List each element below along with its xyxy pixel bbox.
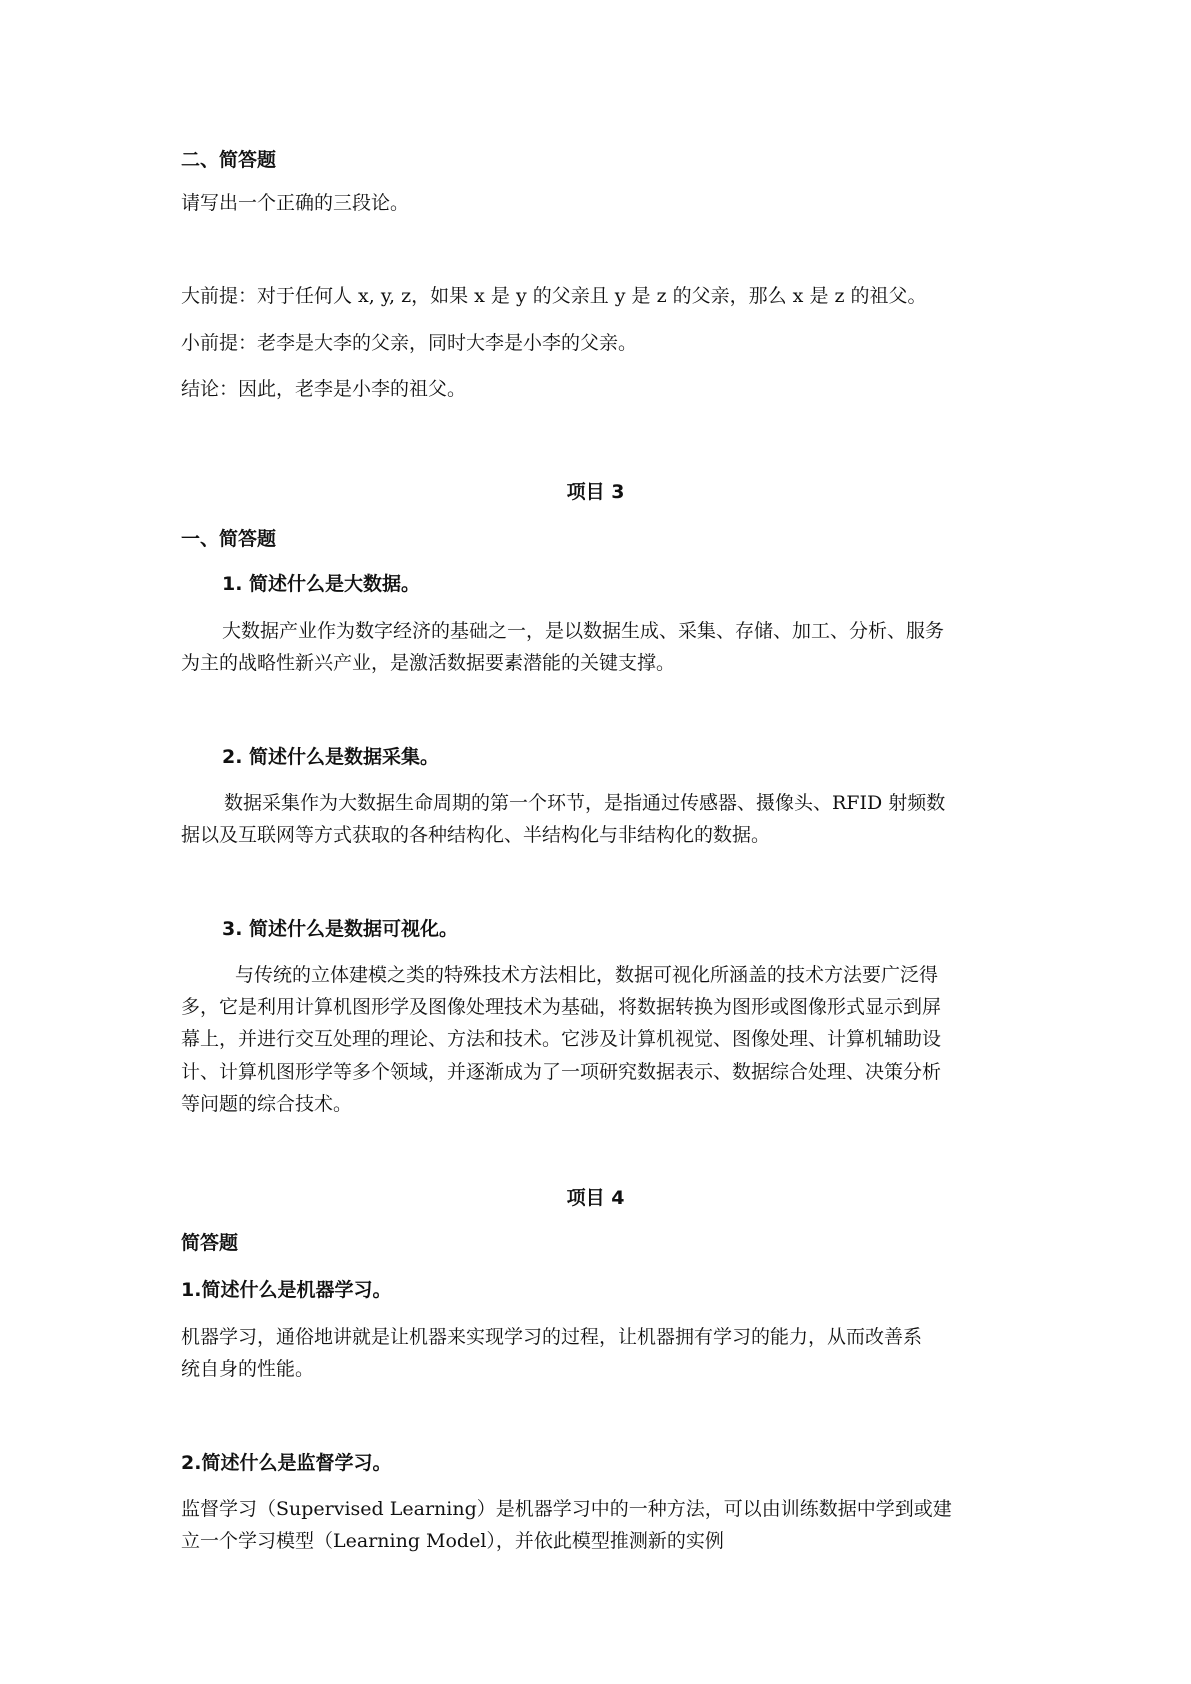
- project3-section-heading: 一、简答题: [181, 528, 277, 550]
- project4-title: 项目 4: [566, 1187, 625, 1209]
- p4-q2-line-1: 监督学习（Supervised Learning）是机器学习中的一种方法，可以由训练数据中学到或建: [181, 1498, 952, 1520]
- p3-q1-line-1: 大数据产业作为数字经济的基础之一，是以数据生成、采集、存储、加工、分析、服务: [222, 620, 945, 642]
- p3-q2-title: 2. 简述什么是数据采集。: [222, 746, 440, 768]
- p3-q1-line-2: 为主的战略性新兴产业，是激活数据要素潜能的关键支撑。: [181, 652, 676, 674]
- conclusion: 结论：因此，老李是小李的祖父。: [181, 378, 467, 400]
- p3-q1-title: 1. 简述什么是大数据。: [222, 573, 421, 595]
- project3-title: 项目 3: [566, 481, 625, 503]
- p3-q2-line-2: 据以及互联网等方式获取的各种结构化、半结构化与非结构化的数据。: [181, 824, 771, 846]
- p4-q2-title: 2.简述什么是监督学习。: [181, 1452, 392, 1474]
- p3-q3-line-4: 计、计算机图形学等多个领域，并逐渐成为了一项研究数据表示、数据综合处理、决策分析: [181, 1061, 942, 1083]
- p4-q1-line-1: 机器学习，通俗地讲就是让机器来实现学习的过程，让机器拥有学习的能力，从而改善系: [181, 1326, 923, 1348]
- p3-q3-line-1: 与传统的立体建模之类的特殊技术方法相比，数据可视化所涵盖的技术方法要广泛得: [235, 964, 939, 986]
- p3-q3-line-3: 幕上，并进行交互处理的理论、方法和技术。它涉及计算机视觉、图像处理、计算机辅助设: [181, 1028, 942, 1050]
- p4-q1-line-2: 统自身的性能。: [181, 1358, 315, 1380]
- major-premise: 大前提：对于任何人 x, y, z，如果 x 是 y 的父亲且 y 是 z 的父亲，那么 x 是 z 的祖父。: [181, 285, 927, 307]
- section-two-heading: 二、简答题: [181, 149, 277, 171]
- p3-q2-line-1: 数据采集作为大数据生命周期的第一个环节，是指通过传感器、摄像头、RFID 射频数: [224, 792, 946, 814]
- project4-section-heading: 简答题: [181, 1232, 239, 1254]
- p4-q1-title: 1.简述什么是机器学习。: [181, 1279, 392, 1301]
- p3-q3-line-5: 等问题的综合技术。: [181, 1093, 353, 1115]
- p4-q2-line-2: 立一个学习模型（Learning Model），并依此模型推测新的实例: [181, 1530, 724, 1552]
- p3-q3-line-2: 多，它是利用计算机图形学及图像处理技术为基础，将数据转换为图形或图像形式显示到屏: [181, 996, 942, 1018]
- p3-q3-title: 3. 简述什么是数据可视化。: [222, 918, 459, 940]
- syllogism-question: 请写出一个正确的三段论。: [181, 192, 410, 214]
- minor-premise: 小前提：老李是大李的父亲，同时大李是小李的父亲。: [181, 332, 638, 354]
